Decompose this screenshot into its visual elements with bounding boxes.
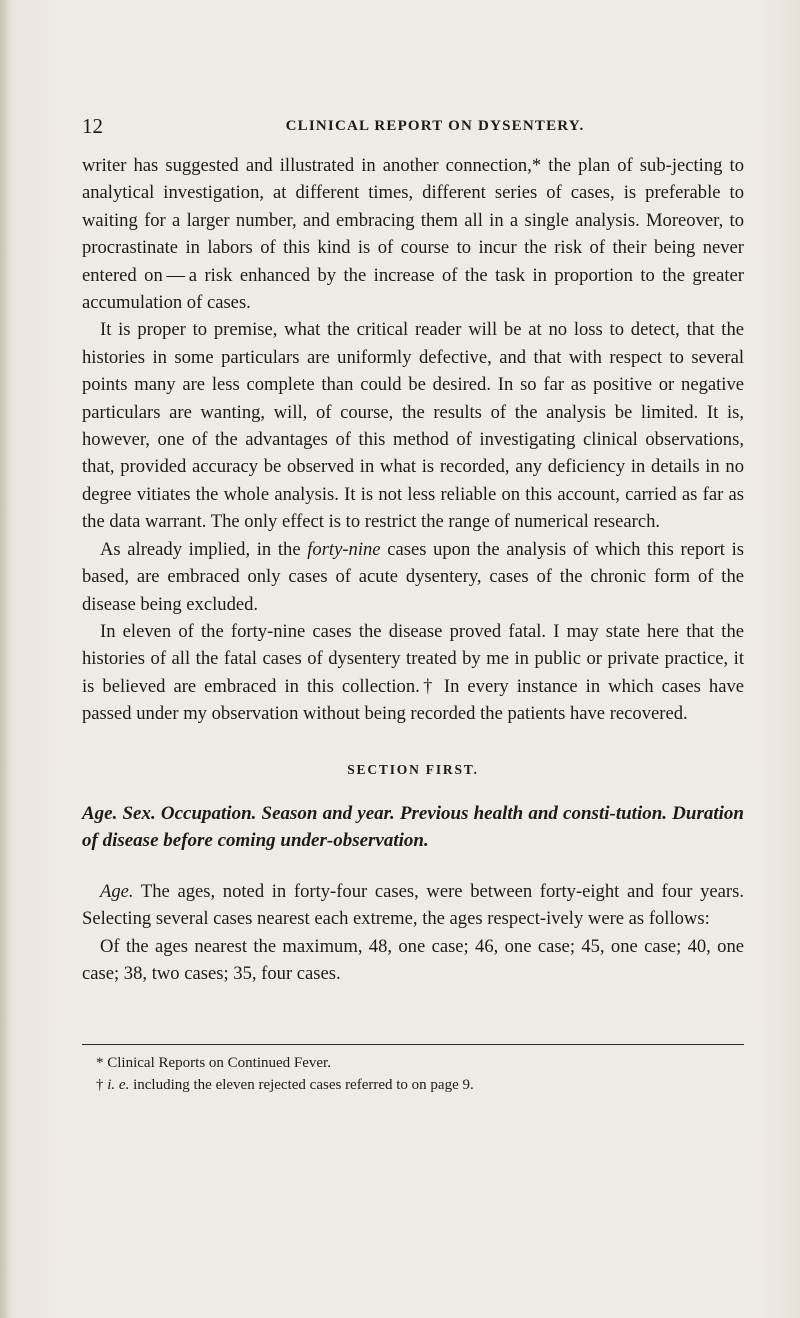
paragraph-3-before: As already implied, in the bbox=[100, 538, 308, 560]
paragraph-3-after: cases upon the analysis of which this report is based, are embraced only cases of acute dysentery, cases of the chronic form of the disease being excluded. bbox=[82, 538, 744, 615]
footnote-divider bbox=[82, 1044, 744, 1045]
footnotes bbox=[96, 1052, 736, 1096]
page-number: 12 bbox=[82, 114, 103, 138]
age-text: The ages, noted in forty-four cases, were between forty-eight and four years. Selecting several cases nearest each extreme, the ages respect-ively were as follows: bbox=[82, 881, 744, 930]
age-label: Age. bbox=[100, 881, 134, 902]
body-text bbox=[82, 152, 744, 728]
paragraph-4: In eleven of the forty-nine cases the disease proved fatal. I may state here that the histories of all the fatal cases of dysentery treated by me in public or private practice, it is believed are embraced in this collection.† In every instance in which cases have passed under my observation without being recorded the patients have recovered. bbox=[82, 620, 744, 725]
running-title: CLINICAL REPORT ON DYSENTERY. bbox=[285, 118, 585, 134]
footnote-1: * Clinical Reports on Continued Fever. bbox=[96, 1055, 331, 1071]
paragraph-3-emphasis: forty-nine bbox=[307, 538, 381, 560]
paragraph-1: writer has suggested and illustrated in another connection,* the plan of sub-jecting to analytical investigation, at different times, different series of cases, is preferable to waiting for a larger number, and embracing them all in a single analysis. Moreover, to procrastinate in labors of this kind is of course to incur the risk of their being never entered on — a risk enhanced by the increase of the task in proportion to the greater accumulation of cases. bbox=[82, 155, 744, 314]
age-paragraph bbox=[82, 878, 744, 933]
paragraph-2: It is proper to premise, what the critical reader will be at no loss to detect, that the histories in some particulars are uniformly defective, and that with respect to several points many are less complete than could be desired. In so far as positive or negative particulars are wanting, will, of course, the results of the analysis be limited. It is, however, one of the advantages of this method of investigating clinical observations, that, provided accuracy be observed in what is recorded, any deficiency in details in no degree vitiates the whole analysis. It is not less reliable on this account, carried as far as the data warrant. The only effect is to restrict the range of numerical research. bbox=[82, 319, 744, 533]
footnote-2-text: including the eleven rejected cases referred to on page 9. bbox=[129, 1077, 474, 1093]
age-list-paragraph: Of the ages nearest the maximum, 48, one case; 46, one case; 45, one case; 40, one case; 38, two cases; 35, four cases. bbox=[82, 935, 744, 985]
paragraph-3 bbox=[82, 536, 744, 618]
section-heading: SECTION FIRST. bbox=[347, 762, 479, 777]
footnote-2 bbox=[96, 1074, 736, 1096]
section-subheading: Age. Sex. Occupation. Season and year. Previous health and consti-tution. Duration of disease before coming under-observation. bbox=[82, 803, 744, 852]
footnote-2-marker: † bbox=[96, 1077, 108, 1093]
footnote-2-emphasis: i. e. bbox=[107, 1077, 130, 1093]
binding-shadow bbox=[0, 0, 10, 1318]
page-header bbox=[82, 114, 742, 138]
age-section bbox=[82, 878, 744, 988]
